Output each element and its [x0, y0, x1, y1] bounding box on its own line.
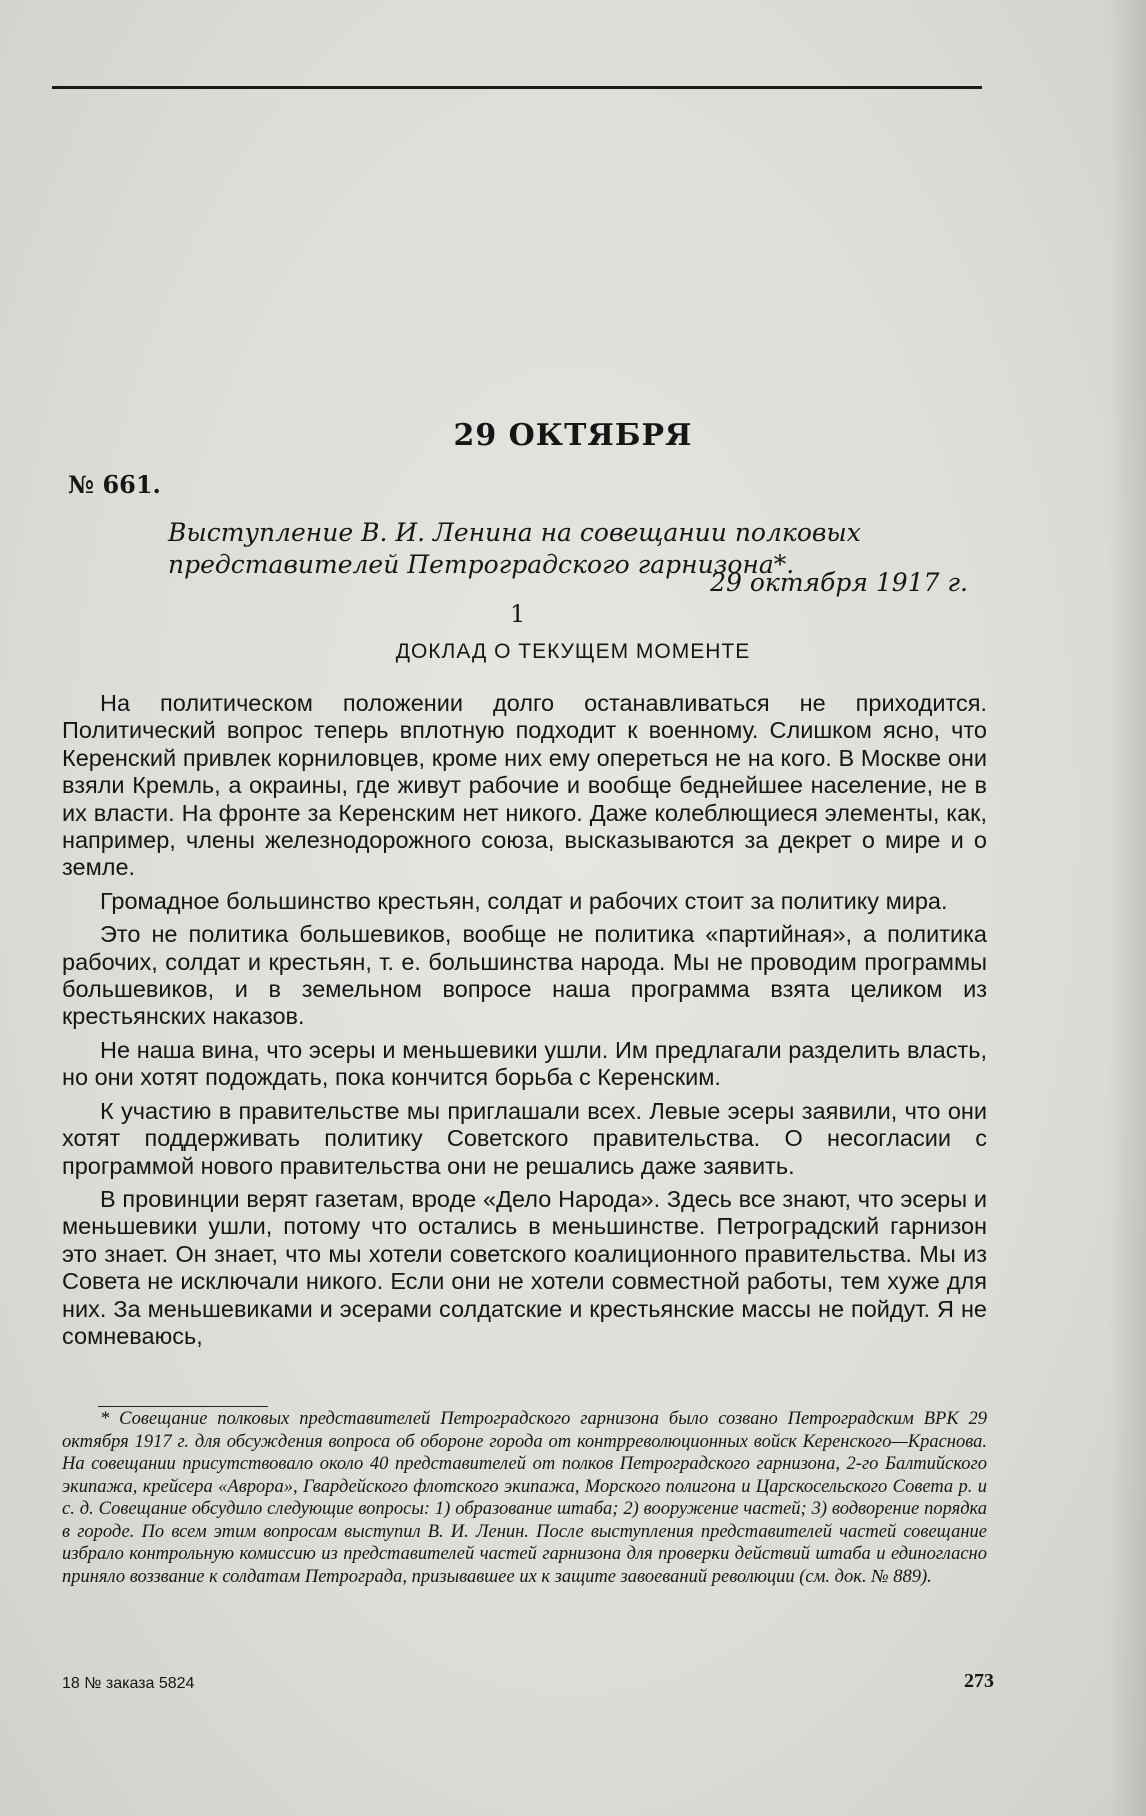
body-text — [62, 690, 987, 1356]
section-number: 1 — [510, 600, 526, 628]
document-date: 29 октября 1917 г. — [710, 568, 968, 597]
date-heading: 29 ОКТЯБРЯ — [453, 418, 693, 453]
page-gutter-shadow — [1108, 0, 1146, 1816]
paragraph: В провинции верят газетам, вроде «Дело Народа». Здесь все знают, что эсеры и меньшевики ушли, потому что остались в меньшинстве. Петроградский гарнизон это знает. Он знает, что мы хотели советского коалиционного правительства. Мы из Совета не исключали никого. Если они не хотели совместной работы, тем хуже для них. За меньшевиками и эсерами солдатские и крестьянские массы не пойдут. Я не сомневаюсь, — [62, 1185, 987, 1349]
footnote — [62, 1408, 987, 1588]
document-number: № 661. — [68, 470, 161, 499]
paragraph: Громадное большинство крестьян, солдат и рабочих стоит за политику мира. — [100, 887, 948, 914]
top-rule — [52, 86, 982, 89]
section-title: ДОКЛАД О ТЕКУЩЕМ МОМЕНТЕ — [395, 640, 751, 663]
footnote-text: * Совещание полковых представителей Петроградского гарнизона было созвано Петроградским ВРК 29 октября 1917 г. для обсуждения вопроса об обороне города от контрреволюционных войск Керенского—Краснова. На совещании присутствовало около 40 представителей от полков Петроградского гарнизона, 2-го Балтийского экипажа, крейсера «Аврора», Гвардейского флотского экипажа, Морского полигона и Царскосельского Совета р. и с. д. Совещание обсудило следующие вопросы: 1) образование штаба; 2) вооружение частей; 3) водворение порядка в городе. По всем этим вопросам выступил В. И. Ленин. После выступления представителей частей совещание избрало контрольную комиссию из представителей частей гарнизона для проверки действий штаба и единогласно приняло воззвание к солдатам Петрограда, призывавшее их к защите завоеваний революции (см. док. № 889). — [62, 1409, 987, 1587]
footnote-rule — [98, 1406, 268, 1407]
document-title: Выступление В. И. Ленина на совещании полковых представителей Петроградского гарнизона*. — [168, 518, 861, 579]
paragraph: Это не политика большевиков, вообще не политика «партийная», а политика рабочих, солдат и крестьян, т. е. большинства народа. Мы не проводим программы большевиков, и в земельном вопросе наша программа взята целиком из крестьянских наказов. — [62, 921, 987, 1030]
paragraph: На политическом положении долго останавливаться не приходится. Политический вопрос теперь вплотную подходит к военному. Слишком ясно, что Керенский привлек корниловцев, кроме них ему опереться не на кого. В Москве они взяли Кремль, а окраины, где живут рабочие и вообще беднейшее население, не в их власти. На фронте за Керенским нет никого. Даже колеблющиеся элементы, как, например, члены железнодорожного союза, высказываются за декрет о мире и о земле. — [62, 690, 987, 881]
paragraph: Не наша вина, что эсеры и меньшевики ушли. Им предлагали разделить власть, но они хотят подождать, пока кончится борьба с Керенским. — [62, 1036, 987, 1091]
print-info: 18 № заказа 5824 — [62, 1675, 195, 1692]
paragraph: К участию в правительстве мы приглашали всех. Левые эсеры заявили, что они хотят поддерживать политику Советского правительства. О несогласии с программой нового правительства они не решались даже заявить. — [62, 1097, 987, 1179]
page-number: 273 — [964, 1670, 994, 1692]
